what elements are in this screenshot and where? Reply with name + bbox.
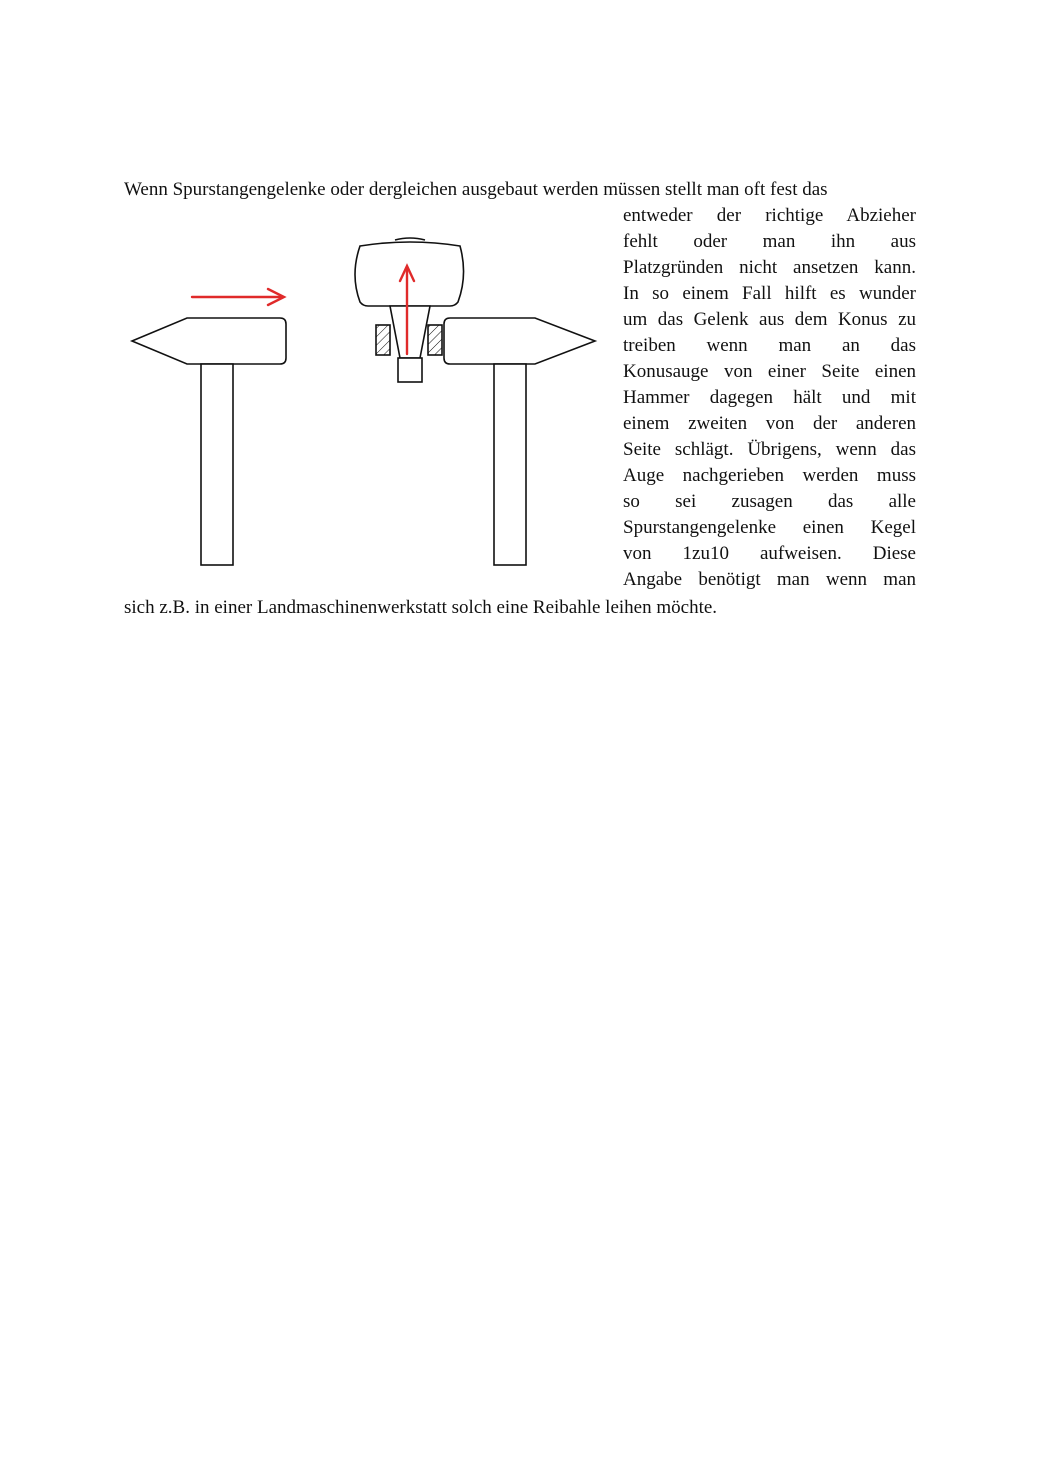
ball-joint-cap [395,238,425,240]
eye-section-right [428,325,442,355]
text-line-last: sich z.B. in einer Landmaschinenwerkstatt solch eine Reibahle leihen möchte. [124,597,718,618]
text-line-wrapped: Platzgründen nicht ansetzen kann. [623,257,916,278]
text-line-wrapped: fehlt oder man ihn aus [623,231,916,252]
text-line-wrapped: Hammer dagegen hält und mit [623,387,916,408]
text-line-first: Wenn Spurstangengelenke oder dergleichen ausgebaut werden müssen stellt man oft fest das [124,179,828,200]
strike-direction-arrow [192,289,284,305]
text-line-wrapped: so sei zusagen das alle [623,491,916,512]
text-line-wrapped: um das Gelenk aus dem Konus zu [623,309,916,330]
text-line-wrapped: entweder der richtige Abzieher [623,205,916,226]
text-line-wrapped: einem zweiten von der anderen [623,413,916,434]
left-hammer [132,318,286,565]
right-hammer [444,318,595,565]
text-line-wrapped: Spurstangengelenke einen Kegel [623,517,916,538]
eye-section-left [376,325,390,355]
text-line-wrapped: Auge nachgerieben werden muss [623,465,916,486]
ball-joint-housing [355,242,464,306]
right-hammer-head [444,318,595,364]
text-line-wrapped: Konusauge von einer Seite einen [623,361,916,382]
text-line-wrapped: von 1zu10 aufweisen. Diese [623,543,916,564]
text-line-wrapped: Angabe benötigt man wenn man [623,569,916,590]
joint-cone [390,306,430,358]
text-line-wrapped: Seite schlägt. Übrigens, wenn das [623,439,916,460]
left-hammer-handle [201,364,233,565]
right-hammer-handle [494,364,526,565]
left-hammer-head [132,318,286,364]
threaded-stud [398,358,422,382]
text-line-wrapped: treiben wenn man an das [623,335,916,356]
hammer-illustration [120,228,600,578]
text-line-wrapped: In so einem Fall hilft es wunder [623,283,916,304]
